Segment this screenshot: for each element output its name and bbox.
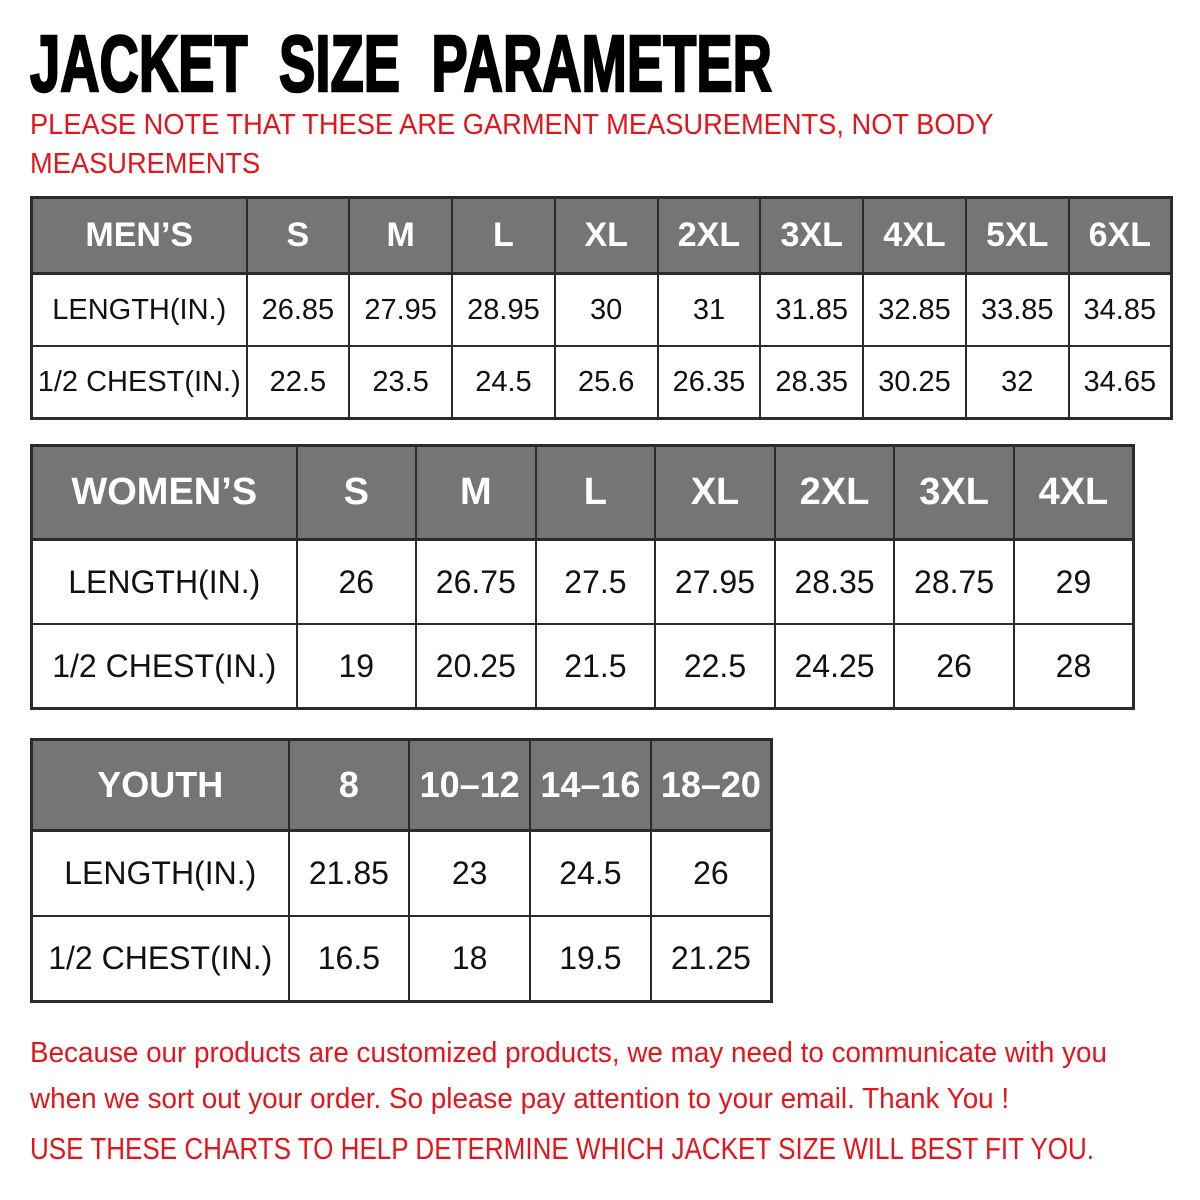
womens-size-header-cell: L (536, 446, 656, 540)
mens-value-cell: 28.95 (452, 274, 555, 347)
womens-value-cell: 21.5 (536, 624, 656, 709)
womens-value-cell: 28.35 (775, 540, 895, 625)
youth-size-table (30, 738, 773, 1003)
womens-value-cell: 26 (297, 540, 417, 625)
use-charts-note: USE THESE CHARTS TO HELP DETERMINE WHICH JACKET SIZE WILL BEST FIT YOU. (30, 1131, 1095, 1166)
mens-size-header-cell: 6XL (1069, 198, 1172, 274)
womens-measurement-row (32, 540, 1134, 625)
womens-value-cell: 22.5 (655, 624, 775, 709)
youth-row-label-cell: LENGTH(IN.) (32, 831, 289, 917)
mens-size-header-cell: 5XL (966, 198, 1069, 274)
mens-size-header-cell: XL (555, 198, 658, 274)
mens-size-table (30, 196, 1173, 420)
youth-table (30, 738, 773, 1003)
mens-value-cell: 26.85 (247, 274, 350, 347)
mens-size-header-cell: M (349, 198, 452, 274)
womens-value-cell: 27.5 (536, 540, 656, 625)
youth-measurement-row (32, 831, 772, 917)
womens-row-label-cell: 1/2 CHEST(IN.) (32, 624, 297, 709)
womens-value-cell: 26 (894, 624, 1014, 709)
youth-size-header-cell: 10–12 (409, 740, 530, 831)
mens-table (30, 196, 1173, 420)
youth-value-cell: 23 (409, 831, 530, 917)
garment-measurement-note-line2: MEASUREMENTS (30, 147, 261, 180)
womens-size-header-cell: 3XL (894, 446, 1014, 540)
womens-value-cell: 26.75 (416, 540, 536, 625)
womens-value-cell: 28 (1014, 624, 1134, 709)
womens-table (30, 444, 1135, 710)
mens-size-header-cell: 3XL (760, 198, 863, 274)
youth-value-cell: 16.5 (289, 916, 410, 1002)
youth-value-cell: 26 (651, 831, 772, 917)
mens-measurement-row (32, 346, 1172, 419)
mens-value-cell: 30.25 (863, 346, 966, 419)
garment-measurement-note (30, 106, 993, 183)
youth-value-cell: 19.5 (530, 916, 651, 1002)
womens-row-label-cell: LENGTH(IN.) (32, 540, 297, 625)
womens-measurement-row (32, 624, 1134, 709)
womens-header-row (32, 446, 1134, 540)
youth-measurement-row (32, 916, 772, 1002)
garment-measurement-note-line1: PLEASE NOTE THAT THESE ARE GARMENT MEASUREMENTS, NOT BODY (30, 109, 994, 141)
mens-value-cell: 31 (658, 274, 761, 347)
womens-size-header-cell: M (416, 446, 536, 540)
mens-value-cell: 26.35 (658, 346, 761, 419)
mens-value-cell: 25.6 (555, 346, 658, 419)
mens-size-header-cell: 2XL (658, 198, 761, 274)
youth-value-cell: 21.85 (289, 831, 410, 917)
customized-products-note-line2: when we sort out your order. So please pay attention to your email. Thank You ! (30, 1083, 1010, 1116)
mens-value-cell: 27.95 (349, 274, 452, 347)
mens-size-header-cell: S (247, 198, 350, 274)
womens-value-cell: 28.75 (894, 540, 1014, 625)
womens-group-title-cell: WOMEN’S (32, 446, 297, 540)
mens-size-header-cell: L (452, 198, 555, 274)
youth-value-cell: 24.5 (530, 831, 651, 917)
mens-value-cell: 22.5 (247, 346, 350, 419)
youth-row-label-cell: 1/2 CHEST(IN.) (32, 916, 289, 1002)
womens-size-header-cell: 2XL (775, 446, 895, 540)
youth-size-header-cell: 18–20 (651, 740, 772, 831)
mens-size-header-cell: 4XL (863, 198, 966, 274)
womens-size-header-cell: 4XL (1014, 446, 1134, 540)
youth-group-title-cell: YOUTH (32, 740, 289, 831)
mens-value-cell: 23.5 (349, 346, 452, 419)
womens-value-cell: 19 (297, 624, 417, 709)
womens-value-cell: 20.25 (416, 624, 536, 709)
womens-size-header-cell: S (297, 446, 417, 540)
mens-header-row (32, 198, 1172, 274)
mens-value-cell: 30 (555, 274, 658, 347)
mens-value-cell: 34.85 (1069, 274, 1172, 347)
mens-value-cell: 24.5 (452, 346, 555, 419)
mens-value-cell: 33.85 (966, 274, 1069, 347)
customized-products-note-line1: Because our products are customized products, we may need to communicate with you (30, 1037, 1108, 1069)
mens-value-cell: 28.35 (760, 346, 863, 419)
mens-value-cell: 32.85 (863, 274, 966, 347)
mens-value-cell: 32 (966, 346, 1069, 419)
mens-measurement-row (32, 274, 1172, 347)
customized-products-note (30, 1030, 1107, 1123)
womens-size-table (30, 444, 1135, 710)
womens-value-cell: 24.25 (775, 624, 895, 709)
youth-header-row (32, 740, 772, 831)
mens-row-label-cell: 1/2 CHEST(IN.) (32, 346, 247, 419)
youth-value-cell: 18 (409, 916, 530, 1002)
mens-value-cell: 34.65 (1069, 346, 1172, 419)
youth-value-cell: 21.25 (651, 916, 772, 1002)
womens-size-header-cell: XL (655, 446, 775, 540)
mens-group-title-cell: MEN’S (32, 198, 247, 274)
womens-value-cell: 27.95 (655, 540, 775, 625)
youth-size-header-cell: 8 (289, 740, 410, 831)
mens-value-cell: 31.85 (760, 274, 863, 347)
womens-value-cell: 29 (1014, 540, 1134, 625)
youth-size-header-cell: 14–16 (530, 740, 651, 831)
mens-row-label-cell: LENGTH(IN.) (32, 274, 247, 347)
page-title: JACKET SIZE PARAMETER (30, 19, 772, 108)
